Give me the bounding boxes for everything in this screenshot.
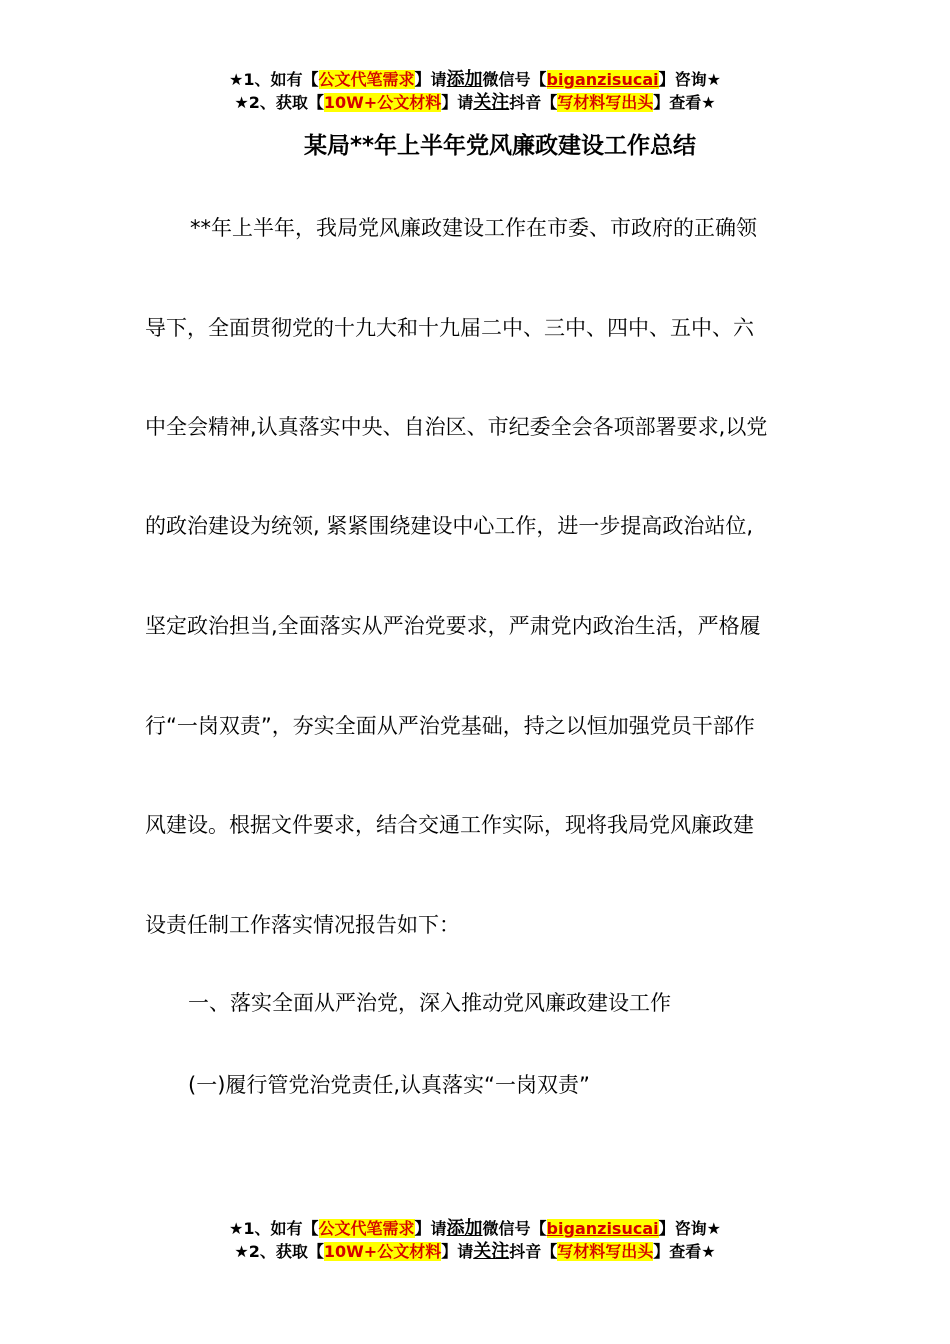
- header-banner-line-2: [0, 91, 950, 114]
- banner-text: 】查看★: [653, 1242, 716, 1261]
- banner-text: ★1、如有【: [229, 70, 319, 89]
- banner-text: 】请: [441, 93, 474, 112]
- body-line: 风建设。根据文件要求，结合交通工作实际，现将我局党风廉政建: [145, 813, 754, 837]
- douyin-account-highlight: 写材料写出头: [557, 1242, 654, 1261]
- footer-banner: [0, 1217, 950, 1263]
- materials-highlight: 10W+公文材料: [323, 93, 442, 112]
- body-line: 导下，全面贯彻党的十九大和十九届二中、三中、四中、五中、六: [145, 316, 754, 340]
- banner-text: 】请: [441, 1242, 474, 1261]
- header-banner-line-1: [0, 68, 950, 91]
- body-line: 行“一岗双责”，夯实全面从严治党基础，持之以恒加强党员干部作: [145, 714, 755, 738]
- body-line: 坚定政治担当,全面落实从严治党要求，严肃党内政治生活，严格履: [145, 614, 761, 638]
- banner-text: 】咨询★: [658, 70, 721, 89]
- banner-text: 抖音【: [509, 1242, 558, 1261]
- douyin-account-highlight: 写材料写出头: [557, 93, 654, 112]
- ghostwriting-highlight: 公文代笔需求: [318, 1219, 415, 1238]
- wechat-id-highlight: biganzisucai: [546, 70, 659, 89]
- body-line: 设责任制工作落实情况报告如下：: [145, 913, 460, 937]
- banner-text: 】查看★: [653, 93, 716, 112]
- banner-text: ★1、如有【: [229, 1219, 319, 1238]
- body-line: **年上半年，我局党风廉政建设工作在市委、市政府的正确领: [190, 216, 757, 240]
- banner-text: ★2、获取【: [234, 93, 324, 112]
- wechat-id-highlight: biganzisucai: [546, 1219, 659, 1238]
- footer-banner-line-1: [0, 1217, 950, 1240]
- banner-text: 微信号【: [482, 1219, 547, 1238]
- section-heading: 一、落实全面从严治党，深入推动党风廉政建设工作: [188, 991, 671, 1015]
- banner-text: 】咨询★: [658, 1219, 721, 1238]
- banner-text: 】请: [414, 70, 447, 89]
- banner-text: 】请: [414, 1219, 447, 1238]
- ghostwriting-highlight: 公文代笔需求: [318, 70, 415, 89]
- document-title: 某局**年上半年党风廉政建设工作总结: [303, 133, 697, 159]
- banner-text: 微信号【: [482, 70, 547, 89]
- banner-text: 抖音【: [509, 93, 558, 112]
- body-line: 的政治建设为统领, 紧紧围绕建设中心工作，进一步提高政治站位,: [145, 514, 754, 538]
- banner-emphasis: 关注: [473, 1241, 510, 1262]
- banner-emphasis: 关注: [473, 92, 510, 113]
- banner-emphasis: 添加: [446, 69, 483, 90]
- footer-banner-line-2: [0, 1240, 950, 1263]
- header-banner: [0, 68, 950, 114]
- materials-highlight: 10W+公文材料: [323, 1242, 442, 1261]
- banner-text: ★2、获取【: [234, 1242, 324, 1261]
- subsection-heading: (一)履行管党治党责任,认真落实“一岗双责”: [188, 1073, 590, 1097]
- banner-emphasis: 添加: [446, 1218, 483, 1239]
- body-line: 中全会精神,认真落实中央、自治区、市纪委全会各项部署要求,以党: [145, 415, 768, 439]
